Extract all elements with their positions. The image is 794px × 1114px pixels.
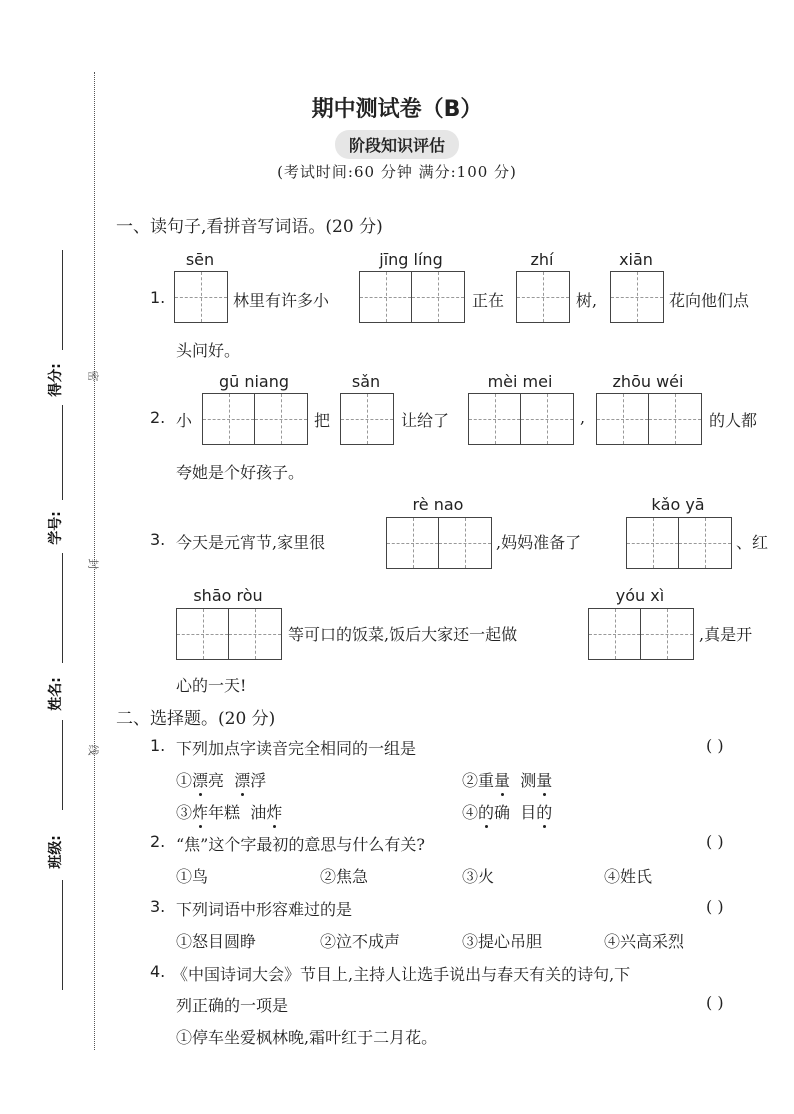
id-label: 学号:: [47, 511, 64, 545]
answer-grid[interactable]: [596, 393, 702, 445]
sentence-text: 的人都: [709, 411, 758, 430]
question-stem-line2: 列正确的一项是: [176, 996, 289, 1015]
page-title: 期中测试卷（B）: [311, 97, 483, 122]
score-blank-line: [62, 250, 63, 350]
answer-parentheses[interactable]: ( ): [706, 832, 724, 851]
question-number: 2.: [150, 832, 166, 851]
question-number: 3.: [150, 530, 166, 549]
answer-grid[interactable]: [516, 271, 570, 323]
sentence-text: 正在: [472, 291, 505, 310]
sentence-text: 夸她是个好孩子。: [176, 463, 305, 482]
sentence-text: ,真是开: [699, 625, 753, 644]
option[interactable]: ②焦急: [320, 867, 369, 886]
question-stem: 《中国诗词大会》节目上,主持人让选手说出与春天有关的诗句,下: [172, 965, 631, 984]
answer-grid[interactable]: [468, 393, 574, 445]
answer-grid[interactable]: [340, 393, 394, 445]
sentence-text: 、红: [736, 533, 769, 552]
pinyin: mèi mei: [487, 372, 553, 391]
pinyin: sēn: [185, 250, 215, 269]
option[interactable]: ②泣不成声: [320, 932, 401, 951]
sentence-text: ,: [580, 408, 586, 427]
question-number: 4.: [150, 962, 166, 981]
binding-mark-envelope: 封: [86, 558, 100, 570]
pinyin: rè nao: [412, 495, 464, 514]
answer-parentheses[interactable]: ( ): [706, 897, 724, 916]
answer-grid[interactable]: [174, 271, 228, 323]
answer-grid[interactable]: [626, 517, 732, 569]
answer-grid[interactable]: [176, 608, 282, 660]
score-label: 得分:: [47, 363, 64, 397]
option[interactable]: ③提心吊胆: [462, 932, 543, 951]
pinyin: zhí: [530, 250, 554, 269]
option[interactable]: ②重量 测量: [462, 771, 553, 790]
pinyin: yóu xì: [615, 586, 665, 605]
answer-grid[interactable]: [610, 271, 664, 323]
pinyin: shāo ròu: [193, 586, 263, 605]
option[interactable]: ①鸟: [176, 867, 209, 886]
pinyin: gū niang: [218, 372, 290, 391]
option[interactable]: ①停车坐爱枫林晚,霜叶红于二月花。: [176, 1028, 438, 1047]
pinyin: zhōu wéi: [612, 372, 684, 391]
answer-grid[interactable]: [202, 393, 308, 445]
sentence-text: 今天是元宵节,家里很: [176, 533, 326, 552]
question-number: 2.: [150, 408, 166, 427]
answer-grid[interactable]: [588, 608, 694, 660]
answer-grid[interactable]: [359, 271, 465, 323]
pinyin: xiān: [619, 250, 653, 269]
option[interactable]: ①怒目圆睁: [176, 932, 257, 951]
question-stem: 下列词语中形容难过的是: [176, 900, 353, 919]
sentence-text: 让给了: [401, 411, 450, 430]
sentence-text: 把: [314, 411, 331, 430]
answer-grid[interactable]: [386, 517, 492, 569]
class-label: 班级:: [47, 835, 64, 869]
pinyin: kǎo yā: [651, 495, 705, 514]
answer-parentheses[interactable]: ( ): [706, 736, 724, 755]
binding-mark-seal: 密: [86, 370, 100, 382]
answer-parentheses[interactable]: ( ): [706, 993, 724, 1012]
sentence-text: ,妈妈准备了: [496, 533, 582, 552]
option[interactable]: ①漂亮 漂浮: [176, 771, 267, 790]
option[interactable]: ④的确 目的: [462, 803, 553, 822]
section1-heading: 一、读句子,看拼音写词语。(20 分): [116, 217, 383, 237]
page-subtitle: 阶段知识评估: [335, 130, 459, 159]
question-stem: “焦”这个字最初的意思与什么有关?: [176, 835, 425, 854]
option[interactable]: ③火: [462, 867, 495, 886]
option[interactable]: ④兴高采烈: [604, 932, 685, 951]
option[interactable]: ④姓氏: [604, 867, 653, 886]
question-number: 1.: [150, 736, 166, 755]
question-number: 1.: [150, 288, 166, 307]
sentence-text: 花向他们点: [669, 291, 750, 310]
option[interactable]: ③炸年糕 油炸: [176, 803, 283, 822]
pinyin: jīng líng: [379, 250, 443, 269]
id-blank-line: [62, 405, 63, 500]
sentence-text: 树,: [576, 291, 598, 310]
section2-heading: 二、选择题。(20 分): [116, 709, 276, 729]
sentence-text: 心的一天!: [176, 676, 247, 695]
exam-info: (考试时间:60 分钟 满分:100 分): [277, 163, 517, 181]
question-number: 3.: [150, 897, 166, 916]
name-blank-line: [62, 720, 63, 810]
class-blank-line: [62, 880, 63, 990]
binding-mark-line: 线: [86, 744, 100, 756]
id-blank-line-2: [62, 553, 63, 663]
name-label: 姓名:: [47, 677, 64, 711]
sentence-text: 等可口的饭菜,饭后大家还一起做: [288, 625, 518, 644]
sentence-text: 小: [176, 411, 193, 430]
question-stem: 下列加点字读音完全相同的一组是: [176, 739, 417, 758]
pinyin: sǎn: [351, 372, 381, 391]
sentence-text: 头问好。: [176, 341, 241, 360]
sentence-text: 林里有许多小: [233, 291, 330, 310]
